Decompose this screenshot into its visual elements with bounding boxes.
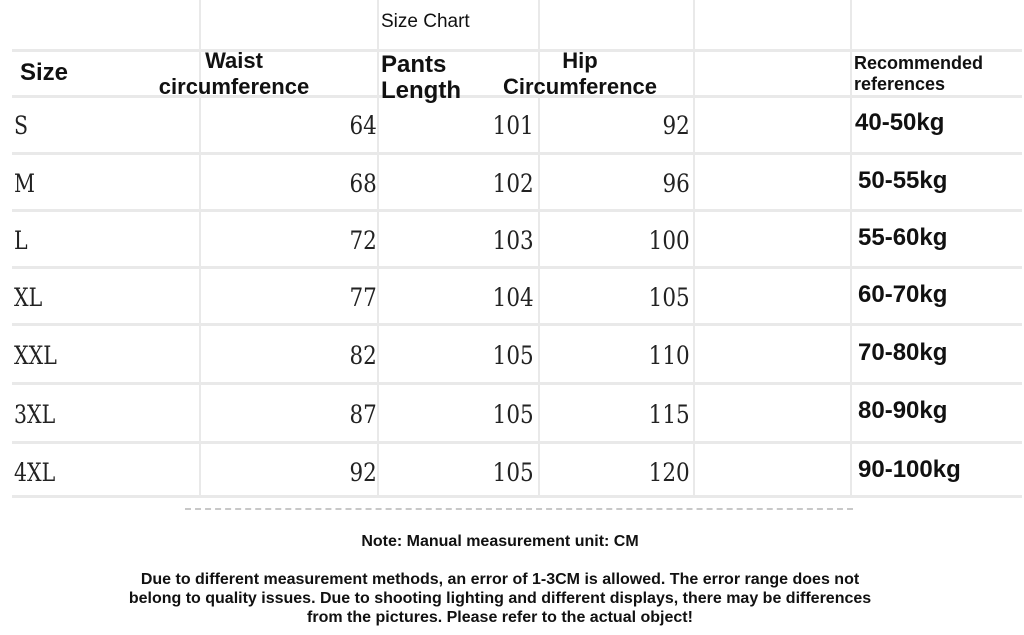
pants-cell: 105 xyxy=(492,458,534,487)
header-recommended xyxy=(854,53,983,95)
row-divider xyxy=(12,323,1022,326)
waist-cell: 87 xyxy=(349,400,377,429)
disclaimer-text xyxy=(90,570,910,627)
recommended-cell: 50-55kg xyxy=(858,167,948,194)
header-pants-length xyxy=(381,52,461,104)
recommended-cell: 90-100kg xyxy=(858,456,961,483)
header-hip-line2: Circumference xyxy=(502,74,658,99)
column-divider xyxy=(377,0,379,498)
header-pants-line1: Pants xyxy=(381,51,447,78)
disclaimer-line: from the pictures. Please refer to the actual object! xyxy=(307,609,693,626)
hip-cell: 96 xyxy=(662,169,690,198)
size-cell: XXL xyxy=(14,341,57,370)
pants-cell: 105 xyxy=(492,341,534,370)
column-divider xyxy=(693,0,695,498)
pants-cell: 104 xyxy=(492,283,534,312)
header-waist xyxy=(154,48,314,100)
header-waist-line2: circumference xyxy=(158,74,310,99)
hip-cell: 120 xyxy=(648,458,690,487)
header-recommended-line2: references xyxy=(854,74,946,94)
recommended-cell: 40-50kg xyxy=(855,109,945,136)
header-waist-line1: Waist xyxy=(205,48,263,73)
chart-title: Size Chart xyxy=(381,11,470,32)
pants-cell: 105 xyxy=(492,400,534,429)
row-divider xyxy=(12,266,1022,269)
row-divider xyxy=(12,209,1022,212)
recommended-cell: 70-80kg xyxy=(858,339,948,366)
dashed-divider xyxy=(185,508,853,510)
hip-cell: 92 xyxy=(662,111,690,140)
header-hip xyxy=(500,48,660,100)
size-cell: XL xyxy=(14,283,43,312)
hip-cell: 100 xyxy=(648,226,690,255)
pants-cell: 103 xyxy=(492,226,534,255)
row-divider xyxy=(12,152,1022,155)
hip-cell: 105 xyxy=(648,283,690,312)
header-size: Size xyxy=(20,59,69,86)
recommended-cell: 60-70kg xyxy=(858,281,948,308)
hip-cell: 115 xyxy=(648,400,690,429)
waist-cell: 72 xyxy=(349,226,377,255)
recommended-cell: 55-60kg xyxy=(858,224,948,251)
size-cell: 3XL xyxy=(14,400,56,429)
size-chart-table xyxy=(12,0,1022,498)
waist-cell: 64 xyxy=(349,111,377,140)
column-divider xyxy=(850,0,852,498)
recommended-cell: 80-90kg xyxy=(858,397,948,424)
disclaimer-line: Due to different measurement methods, an error of 1-3CM is allowed. The error range does not xyxy=(140,571,860,588)
measurement-unit-note: Note: Manual measurement unit: CM xyxy=(361,533,639,550)
header-hip-line1: Hip xyxy=(562,48,598,73)
waist-cell: 77 xyxy=(349,283,377,312)
size-cell: L xyxy=(14,226,28,255)
header-pants-line2: Length xyxy=(381,77,461,104)
pants-cell: 102 xyxy=(492,169,534,198)
size-cell: M xyxy=(14,169,35,198)
row-divider xyxy=(12,382,1022,385)
waist-cell: 92 xyxy=(349,458,377,487)
header-recommended-line1: Recommended xyxy=(854,53,984,73)
hip-cell: 110 xyxy=(648,341,690,370)
waist-cell: 68 xyxy=(349,169,377,198)
size-cell: S xyxy=(14,111,29,140)
size-cell: 4XL xyxy=(14,458,56,487)
pants-cell: 101 xyxy=(492,111,534,140)
row-divider xyxy=(12,441,1022,444)
waist-cell: 82 xyxy=(349,341,377,370)
disclaimer-line: belong to quality issues. Due to shooting lighting and different displays, there may be differences xyxy=(128,590,872,607)
row-divider xyxy=(12,495,1022,498)
